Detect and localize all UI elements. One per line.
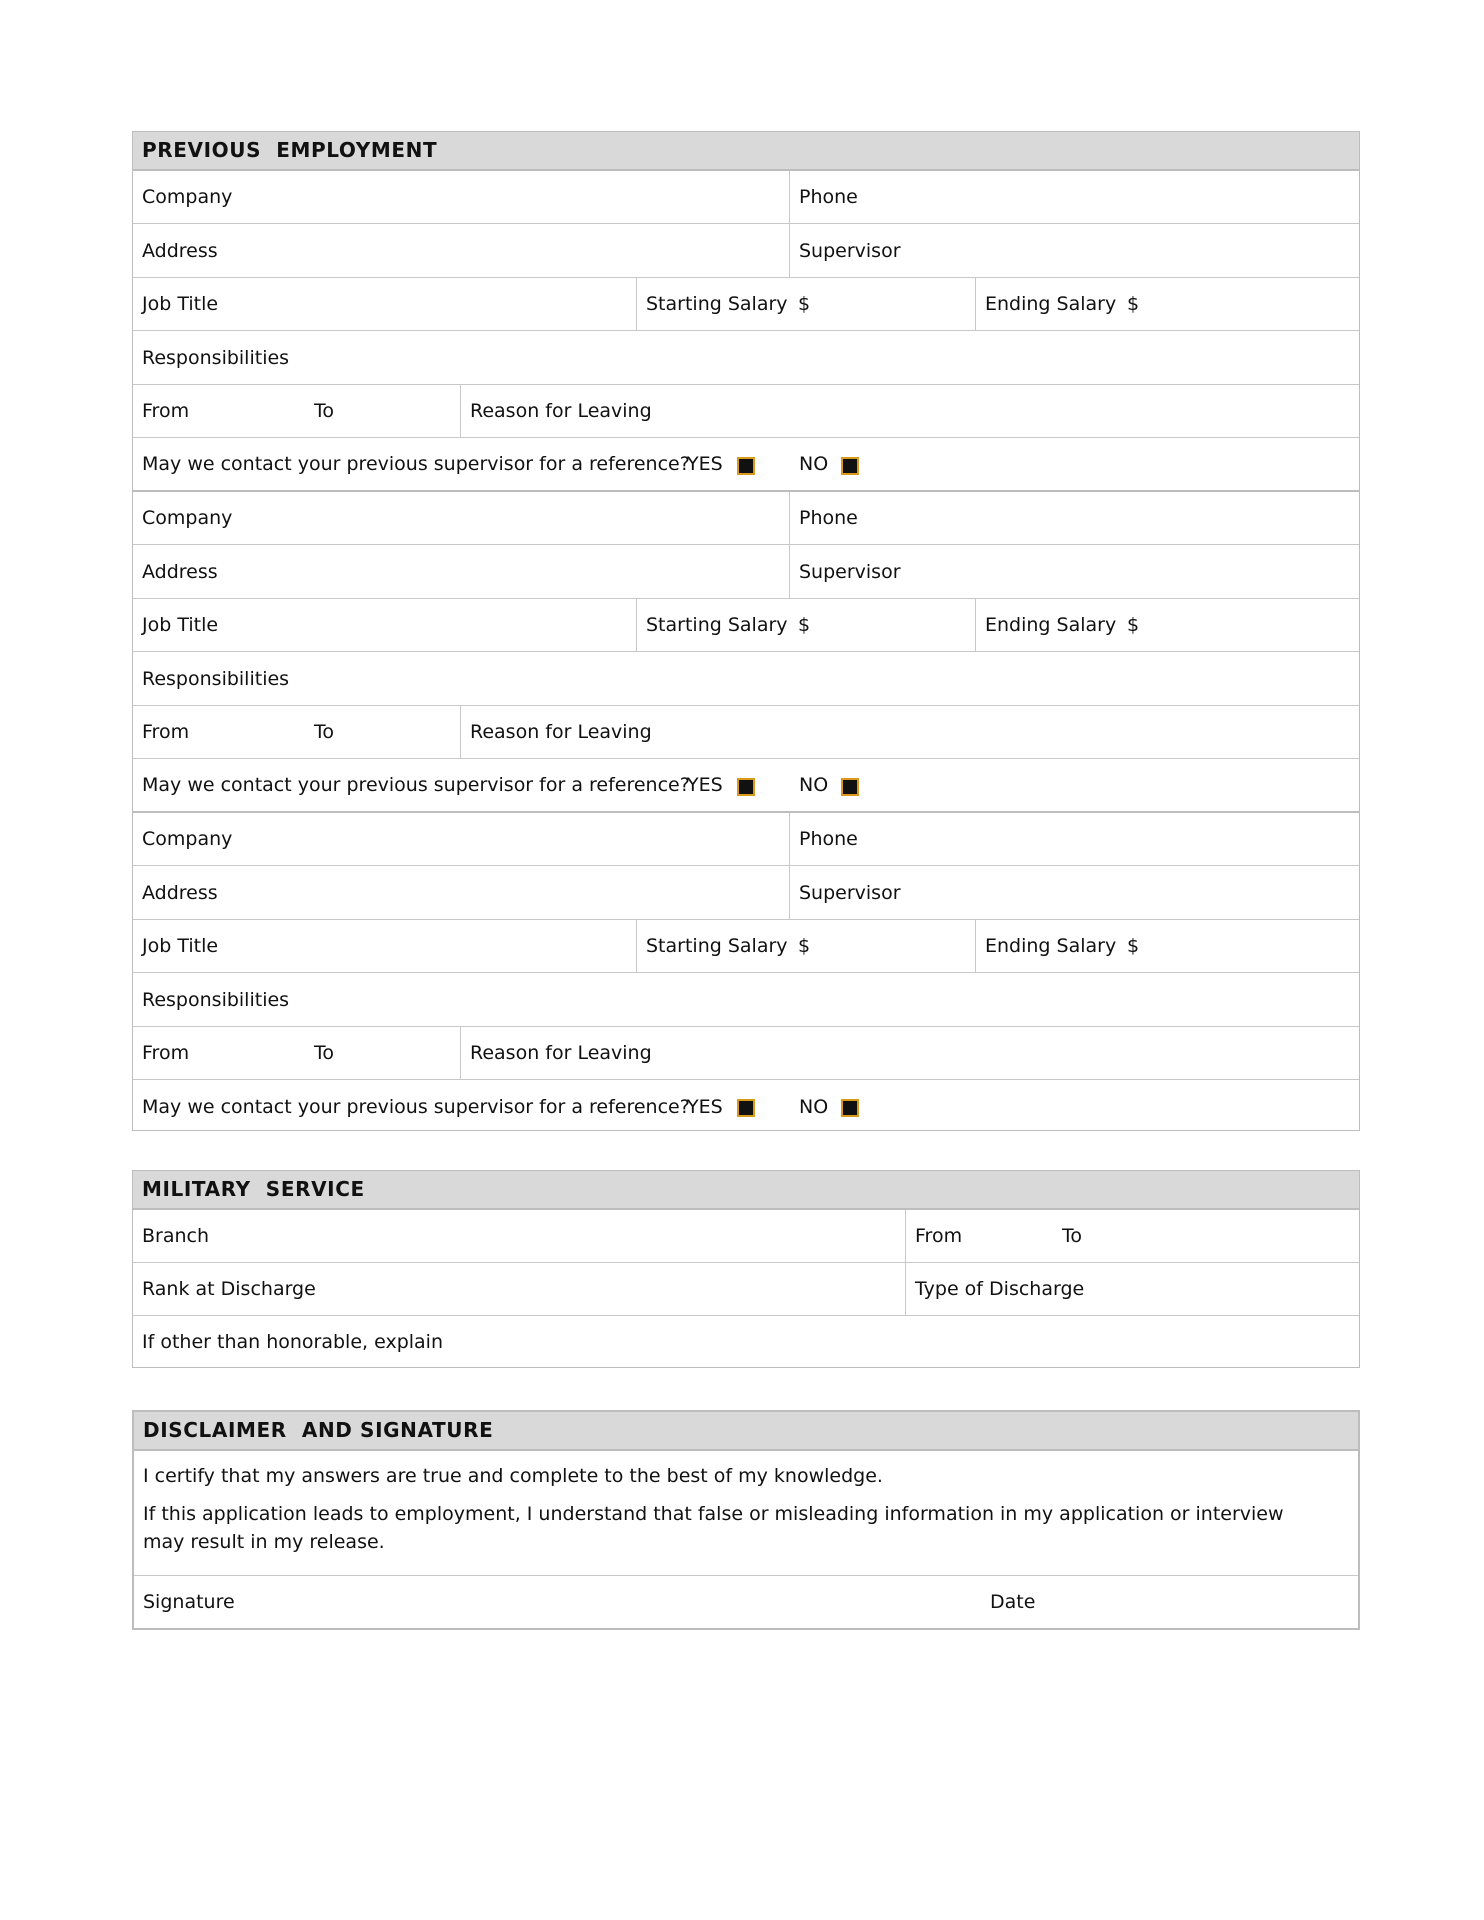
disclaimer-line-1: I certify that my answers are true and complete to the best of my knowledge.: [143, 1465, 883, 1487]
employment-row-contact: [133, 759, 1359, 813]
discharge-type-field[interactable]: [906, 1263, 1359, 1315]
field-label: Ending Salary: [985, 614, 1117, 636]
contact-question: [133, 1080, 1359, 1134]
to-label: To: [1062, 1225, 1083, 1247]
yes-checkbox[interactable]: [737, 1099, 755, 1117]
employment-row-dates: [133, 706, 1359, 759]
from-label: From: [142, 721, 190, 743]
no-checkbox[interactable]: [841, 457, 859, 475]
disclaimer-line-2b: may result in my release.: [143, 1531, 385, 1553]
yes-label: YES: [687, 453, 723, 475]
responsibilities-field[interactable]: [133, 973, 1359, 1026]
no-label: NO: [799, 1096, 829, 1118]
no-label: NO: [799, 774, 829, 796]
reason-for-leaving-field[interactable]: [461, 385, 1359, 437]
employment-dates-field[interactable]: [133, 1027, 461, 1079]
employment-row-responsibilities: [133, 973, 1359, 1027]
field-label: Job Title: [142, 614, 219, 636]
date-label: Date: [990, 1591, 1036, 1613]
phone-field[interactable]: [790, 492, 1359, 544]
employment-row-responsibilities: [133, 652, 1359, 706]
no-label: NO: [799, 453, 829, 475]
field-label: Supervisor: [799, 881, 901, 904]
employment-row-responsibilities: [133, 331, 1359, 385]
field-label: Reason for Leaving: [470, 721, 652, 743]
field-label: Company: [142, 186, 233, 208]
job-title-field[interactable]: [133, 599, 637, 651]
yes-label: YES: [687, 1096, 723, 1118]
employment-dates-field[interactable]: [133, 706, 461, 758]
supervisor-field[interactable]: [790, 866, 1359, 919]
field-label: Address: [142, 881, 218, 904]
disclaimer-section: [132, 1410, 1360, 1630]
currency-symbol: $: [1127, 614, 1140, 636]
employment-row-dates: [133, 1027, 1359, 1080]
phone-field[interactable]: [790, 813, 1359, 865]
currency-symbol: $: [798, 935, 811, 957]
yes-checkbox[interactable]: [737, 457, 755, 475]
ending-salary-field[interactable]: [976, 920, 1359, 972]
employment-row-job: [133, 278, 1359, 331]
ending-salary-field[interactable]: [976, 599, 1359, 651]
employment-row-dates: [133, 385, 1359, 438]
previous-employment-section: [132, 131, 1360, 1131]
field-label: Rank at Discharge: [142, 1278, 316, 1300]
field-label: Responsibilities: [142, 988, 290, 1011]
contact-question: [133, 438, 1359, 490]
starting-salary-field[interactable]: [637, 278, 976, 330]
currency-symbol: $: [798, 614, 811, 636]
yes-checkbox[interactable]: [737, 778, 755, 796]
starting-salary-field[interactable]: [637, 599, 976, 651]
phone-field[interactable]: [790, 171, 1359, 223]
field-label: Responsibilities: [142, 667, 290, 690]
field-label: Ending Salary: [985, 293, 1117, 315]
field-label: Phone: [799, 186, 858, 208]
employment-row-address: [133, 224, 1359, 278]
no-checkbox[interactable]: [841, 1099, 859, 1117]
signature-field[interactable]: [134, 1576, 1358, 1628]
job-title-field[interactable]: [133, 278, 637, 330]
section-title: MILITARY SERVICE: [133, 1171, 1359, 1210]
yes-label: YES: [687, 774, 723, 796]
currency-symbol: $: [1127, 935, 1140, 957]
field-label: May we contact your previous supervisor for a reference?: [142, 453, 690, 475]
employment-dates-field[interactable]: [133, 385, 461, 437]
military-service-section: [132, 1170, 1360, 1368]
field-label: Phone: [799, 828, 858, 850]
field-label: Reason for Leaving: [470, 1042, 652, 1064]
military-row-explain: [133, 1316, 1359, 1368]
company-field[interactable]: [133, 171, 790, 223]
supervisor-field[interactable]: [790, 545, 1359, 598]
job-title-field[interactable]: [133, 920, 637, 972]
field-label: Address: [142, 239, 218, 262]
field-label: Starting Salary: [646, 935, 788, 957]
field-label: Phone: [799, 507, 858, 529]
employment-row-address: [133, 545, 1359, 599]
from-label: From: [142, 400, 190, 422]
field-label: Company: [142, 507, 233, 529]
section-title: PREVIOUS EMPLOYMENT: [133, 132, 1359, 171]
field-label: Company: [142, 828, 233, 850]
to-label: To: [314, 1042, 335, 1064]
field-label: Supervisor: [799, 239, 901, 262]
field-label: Type of Discharge: [915, 1278, 1085, 1300]
employment-row-address: [133, 866, 1359, 920]
field-label: Starting Salary: [646, 293, 788, 315]
company-field[interactable]: [133, 813, 790, 865]
no-checkbox[interactable]: [841, 778, 859, 796]
explain-field[interactable]: [133, 1316, 1359, 1368]
contact-question: [133, 759, 1359, 811]
field-label: May we contact your previous supervisor for a reference?: [142, 1096, 690, 1118]
currency-symbol: $: [1127, 293, 1140, 315]
to-label: To: [314, 721, 335, 743]
address-field[interactable]: [133, 224, 790, 277]
ending-salary-field[interactable]: [976, 278, 1359, 330]
field-label: Responsibilities: [142, 346, 290, 369]
military-dates-field[interactable]: [906, 1210, 1359, 1262]
to-label: To: [314, 400, 335, 422]
address-field[interactable]: [133, 866, 790, 919]
employment-row-company: [133, 492, 1359, 545]
field-label: Starting Salary: [646, 614, 788, 636]
disclaimer-line-2: [143, 1500, 1349, 1556]
field-label: Address: [142, 560, 218, 583]
from-label: From: [142, 1042, 190, 1064]
field-label: May we contact your previous supervisor for a reference?: [142, 774, 690, 796]
employment-row-contact: [133, 1080, 1359, 1134]
disclaimer-line-2a: If this application leads to employment, I understand that false or misleading information in my application or interview: [143, 1503, 1284, 1525]
responsibilities-field[interactable]: [133, 652, 1359, 705]
disclaimer-text: [134, 1451, 1358, 1576]
currency-symbol: $: [798, 293, 811, 315]
company-field[interactable]: [133, 492, 790, 544]
employment-row-company: [133, 171, 1359, 224]
military-row-rank: [133, 1263, 1359, 1316]
employment-row-job: [133, 920, 1359, 973]
field-label: Branch: [142, 1225, 210, 1247]
signature-row: [134, 1576, 1358, 1628]
address-field[interactable]: [133, 545, 790, 598]
military-row-branch: [133, 1210, 1359, 1263]
reason-for-leaving-field[interactable]: [461, 1027, 1359, 1079]
responsibilities-field[interactable]: [133, 331, 1359, 384]
field-label: Reason for Leaving: [470, 400, 652, 422]
employment-row-contact: [133, 438, 1359, 492]
rank-field[interactable]: [133, 1263, 906, 1315]
reason-for-leaving-field[interactable]: [461, 706, 1359, 758]
field-label: Supervisor: [799, 560, 901, 583]
starting-salary-field[interactable]: [637, 920, 976, 972]
field-label: Ending Salary: [985, 935, 1117, 957]
supervisor-field[interactable]: [790, 224, 1359, 277]
employment-row-job: [133, 599, 1359, 652]
from-label: From: [915, 1225, 963, 1247]
field-label: If other than honorable, explain: [142, 1331, 444, 1353]
branch-field[interactable]: [133, 1210, 906, 1262]
signature-label: Signature: [143, 1591, 235, 1613]
field-label: Job Title: [142, 935, 219, 957]
section-title: DISCLAIMER AND SIGNATURE: [134, 1412, 1358, 1451]
employment-row-company: [133, 813, 1359, 866]
field-label: Job Title: [142, 293, 219, 315]
